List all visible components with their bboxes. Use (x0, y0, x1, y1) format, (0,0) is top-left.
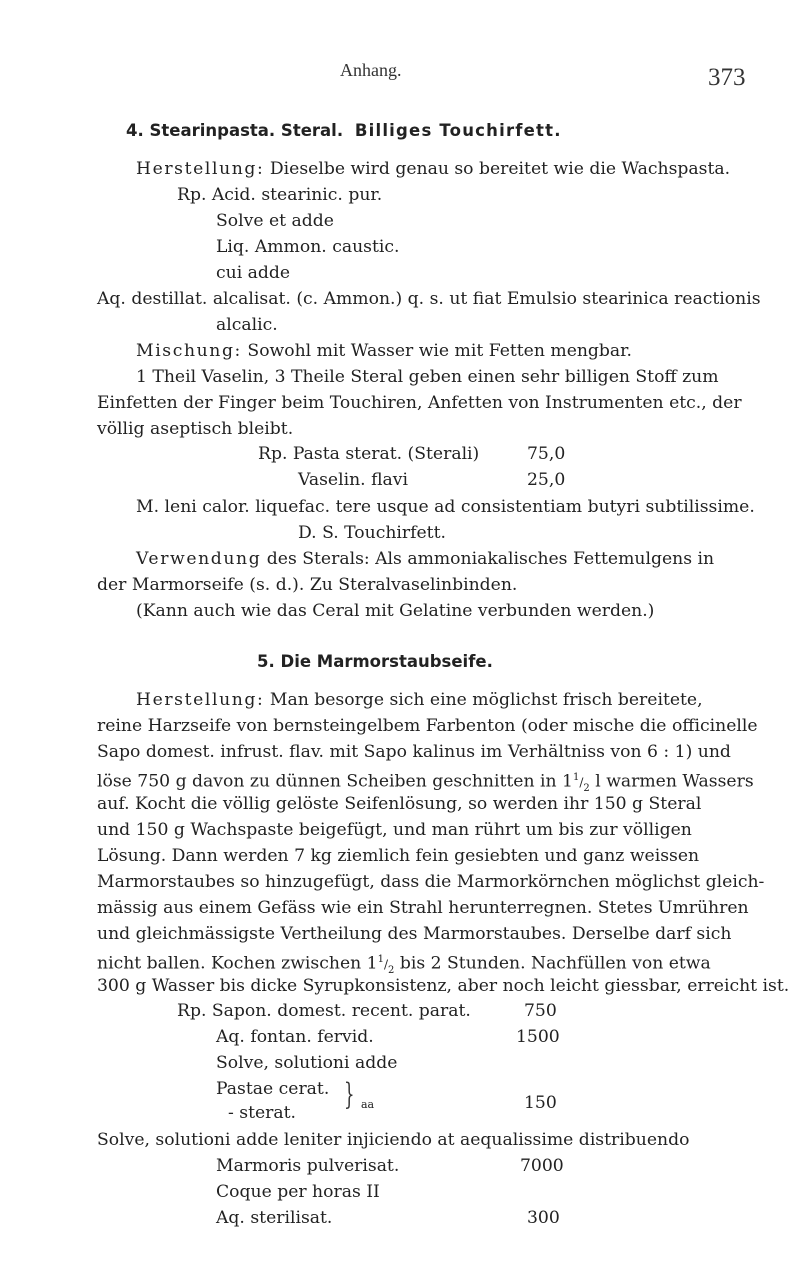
s4-verwendung-label: Verwendung (136, 549, 262, 569)
s4-rp-line-6: alcalic. (216, 315, 278, 335)
s4-ds-line: D. S. Touchirfett. (298, 523, 446, 543)
s5-line-11-b: bis 2 Stunden. Nachfüllen von etwa (394, 953, 711, 974)
s5-line-11: nicht ballen. Kochen zwischen $1^1/_2$ bis 2 Stunden. Nachfüllen von etwa (97, 953, 711, 977)
s4-rp-line-4: cui adde (216, 263, 291, 283)
s4-rx-b-name: Vaselin. flavi (298, 470, 408, 490)
s5-rx-2-qty: 1500 (516, 1027, 560, 1047)
section-4-heading-main: 4. Stearinpasta. Steral. (126, 121, 344, 140)
s4-paragraph-line-1: 1 Theil Vaselin, 3 Theile Steral geben einen sehr billigen Stoff zum (136, 367, 719, 387)
s4-verwendung-text: des Sterals: Als ammoniakalisches Fettemulgens in (266, 549, 715, 569)
s5-rx-6: Solve, solutioni adde leniter injiciendo at aequalissime distribuendo (97, 1130, 690, 1150)
s5-line-6: und 150 g Wachspaste beigefügt, und man rührt um bis zur völligen (97, 820, 692, 840)
brace-icon: } (344, 1077, 355, 1112)
s4-verwendung-line-3: (Kann auch wie das Ceral mit Gelatine verbunden werden.) (136, 601, 655, 621)
s4-rp-line-1: Rp. Acid. stearinic. pur. (177, 185, 383, 205)
s5-line-8: Marmorstaubes so hinzugefügt, dass die Marmorkörnchen möglichst gleich- (97, 872, 765, 892)
s4-m-line: M. leni calor. liquefac. tere usque ad consistentiam butyri subtilissime. (136, 497, 755, 517)
s4-herstellung-line (136, 158, 730, 180)
s5-rx-4-name: Pastae cerat. (216, 1079, 330, 1099)
s5-line-4-sup: 1 (572, 772, 580, 783)
s4-rx-b-qty: 25,0 (527, 470, 566, 490)
s4-paragraph-line-3: völlig aseptisch bleibt. (97, 419, 294, 439)
s4-verwendung-line (136, 548, 714, 570)
s5-line-12: 300 g Wasser bis dicke Syrupkonsistenz, aber noch leicht giessbar, erreicht ist. (97, 976, 790, 996)
s4-mischung-text: Sowohl mit Wasser wie mit Fetten mengbar. (247, 341, 632, 361)
page-number: 373 (708, 64, 746, 91)
s5-line-10: und gleichmässigste Vertheilung des Marmorstaubes. Derselbe darf sich (97, 924, 732, 944)
s5-line-3: Sapo domest. infrust. flav. mit Sapo kalinus im Verhältniss von 6 : 1) und (97, 742, 731, 762)
s5-herstellung-label: Herstellung: (136, 690, 265, 710)
s5-rx-aa: aa (361, 1098, 375, 1111)
s4-mischung-line (136, 340, 632, 362)
section-4-heading-spaced: Billiges Touchirfett. (354, 121, 562, 140)
s5-line-1-text: Man besorge sich eine möglichst frisch bereitete, (269, 690, 703, 710)
s5-rx-1-name: Rp. Sapon. domest. recent. parat. (177, 1001, 471, 1021)
s5-line-11-sup: 1 (377, 954, 384, 965)
s4-paragraph-line-2: Einfetten der Finger beim Touchiren, Anfetten von Instrumenten etc., der (97, 393, 742, 413)
s4-rx-a-qty: 75,0 (527, 444, 566, 464)
s5-rx-9-name: Aq. sterilisat. (216, 1208, 333, 1228)
s4-rp-line-2: Solve et adde (216, 211, 334, 231)
section-4-heading (126, 121, 562, 140)
s4-rx-a-name: Rp. Pasta sterat. (Sterali) (258, 444, 480, 464)
s5-rx-3: Solve, solutioni adde (216, 1053, 398, 1073)
s5-rx-7-name: Marmoris pulverisat. (216, 1156, 400, 1176)
s5-line-4-b: l warmen Wassers (589, 771, 754, 792)
s4-rp-line-3: Liq. Ammon. caustic. (216, 237, 400, 257)
s5-rx-5-name: - sterat. (228, 1103, 297, 1123)
s5-line-4-a: löse 750 g davon zu dünnen Scheiben geschnitten in 1 (97, 771, 573, 792)
s5-line-2: reine Harzseife von bernsteingelbem Farbenton (oder mische die officinelle (97, 716, 758, 736)
s5-line-9: mässig aus einem Gefäss wie ein Strahl herunterregnen. Stetes Umrühren (97, 898, 749, 918)
s5-rx-45-qty: 150 (524, 1093, 557, 1113)
s5-line-11-a: nicht ballen. Kochen zwischen 1 (97, 953, 378, 974)
s5-line-5: auf. Kocht die völlig gelöste Seifenlösung, so werden ihr 150 g Steral (97, 794, 702, 814)
s5-line-11-sub: 2 (388, 965, 395, 977)
s5-rx-1-qty: 750 (524, 1001, 557, 1021)
s5-line-4-slash: / (579, 775, 584, 790)
s5-line-7: Lösung. Dann werden 7 kg ziemlich fein gesiebten und ganz weissen (97, 846, 700, 866)
s4-mischung-label: Mischung: (136, 341, 242, 361)
s4-rp-line-5: Aq. destillat. alcalisat. (c. Ammon.) q. s. ut fiat Emulsio stearinica reactionis (97, 289, 761, 309)
s5-rx-9-qty: 300 (527, 1208, 560, 1228)
s5-line-1 (136, 689, 703, 711)
running-header-title: Anhang. (340, 60, 402, 80)
s5-line-4-sub: 2 (583, 783, 590, 795)
s4-herstellung-label: Herstellung: (136, 159, 265, 179)
s4-verwendung-line-2: der Marmorseife (s. d.). Zu Steralvaselinbinden. (97, 575, 518, 595)
s5-rx-2-name: Aq. fontan. fervid. (216, 1027, 374, 1047)
section-5-heading: 5. Die Marmorstaubseife. (257, 652, 493, 671)
s4-herstellung-text: Dieselbe wird genau so bereitet wie die Wachspasta. (269, 159, 731, 179)
s5-rx-7-qty: 7000 (520, 1156, 564, 1176)
s5-rx-8: Coque per horas II (216, 1182, 380, 1202)
